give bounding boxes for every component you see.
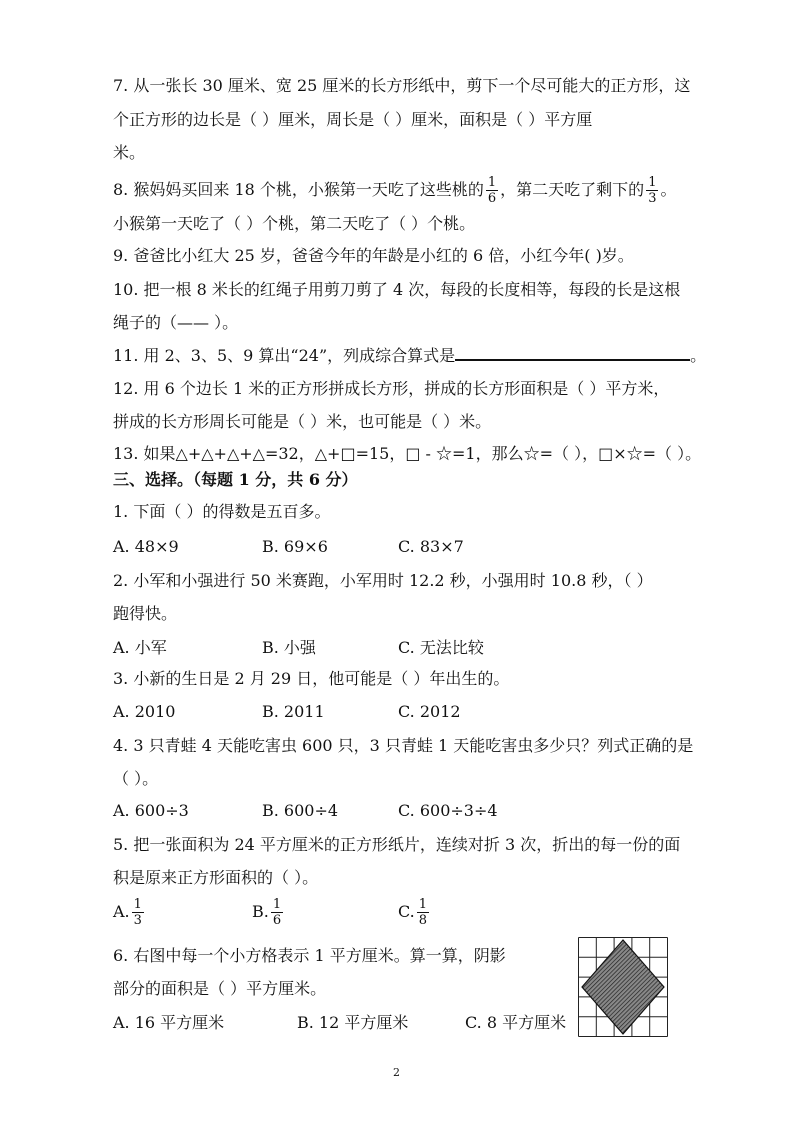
shaded-diamond <box>582 940 664 1034</box>
choice-4-line2: （ ）。 <box>113 769 159 788</box>
q7-line1: 7. 从一张长 30 厘米、宽 25 厘米的长方形纸中，剪下一个尽可能大的正方形，这 <box>113 76 691 95</box>
fraction-numerator: 1 <box>133 897 142 912</box>
q13-line: 13. 如果△+△+△+△=32，△+□=15，□ - ☆=1，那么☆=（ ），□×☆=（ ）。 <box>113 444 702 463</box>
q8-fraction-1 <box>486 176 498 205</box>
choice-3-question: 3. 小新的生日是 2 月 29 日，他可能是（ ）年出生的。 <box>113 669 510 688</box>
q9-line: 9. 爸爸比小红大 25 岁，爸爸今年的年龄是小红的 6 倍，小红今年( )岁。 <box>113 246 634 265</box>
option-b-fraction <box>271 898 283 927</box>
q10-line2: 绳子的（—— ）。 <box>113 313 239 332</box>
choice-4-option-a[interactable]: A. 600÷3 <box>113 801 189 820</box>
choice-4-line1: 4. 3 只青蛙 4 天能吃害虫 600 只，3 只青蛙 1 天能吃害虫多少只？列式正确的是 <box>113 736 694 755</box>
choice-5-option-a[interactable] <box>113 898 146 927</box>
choice-3-option-c[interactable]: C. 2012 <box>398 702 461 721</box>
q8-line1 <box>113 176 676 205</box>
choice-6-option-c[interactable]: C. 8 平方厘米 <box>465 1013 567 1032</box>
fraction-denominator: 3 <box>133 913 142 928</box>
fraction-denominator: 3 <box>648 191 657 206</box>
choice-1-question: 1. 下面（ ）的得数是五百多。 <box>113 502 331 521</box>
q12-line1: 12. 用 6 个边长 1 米的正方形拼成长方形，拼成的长方形面积是（ ）平方米， <box>113 379 670 398</box>
q11-text: 11. 用 2、3、5、9 算出“24”，列成综合算式是 <box>113 346 456 365</box>
fraction-numerator: 1 <box>487 175 497 190</box>
q10-line1: 10. 把一根 8 米长的红绳子用剪刀剪了 4 次，每段的长度相等，每段的长是这根 <box>113 280 681 299</box>
choice-5-line1: 5. 把一张面积为 24 平方厘米的正方形纸片，连续对折 3 次，折出的每一份的面 <box>113 835 681 854</box>
choice-4-option-c[interactable]: C. 600÷3÷4 <box>398 801 498 820</box>
q7-line2: 个正方形的边长是（ ）厘米，周长是（ ）厘米，面积是（ ）平方厘 <box>113 110 593 129</box>
option-letter: A. <box>113 902 130 921</box>
q11-line <box>113 345 706 366</box>
fraction-numerator: 1 <box>272 897 282 912</box>
choice-1-option-b[interactable]: B. 69×6 <box>262 537 328 556</box>
choice-6-line1: 6. 右图中每一个小方格表示 1 平方厘米。算一算，阴影 <box>113 946 506 965</box>
option-letter: B. <box>252 902 269 921</box>
grid-diagram <box>578 937 668 1037</box>
option-a-fraction <box>132 898 144 927</box>
choice-1-option-c[interactable]: C. 83×7 <box>398 537 464 556</box>
fraction-numerator: 1 <box>418 897 428 912</box>
q8-text-b: ，第二天吃了剩下的 <box>500 180 645 199</box>
section-3-heading: 三、选择。（每题 1 分，共 6 分） <box>113 470 358 489</box>
choice-2-option-a[interactable]: A. 小军 <box>113 638 167 657</box>
choice-2-line1: 2. 小军和小强进行 50 米赛跑，小军用时 12.2 秒，小强用时 10.8 秒，（ ） <box>113 571 653 590</box>
choice-2-option-b[interactable]: B. 小强 <box>262 638 316 657</box>
q12-line2: 拼成的长方形周长可能是（ ）米，也可能是（ ）米。 <box>113 412 492 431</box>
fraction-denominator: 8 <box>418 913 428 928</box>
answer-blank[interactable] <box>455 345 690 361</box>
option-c-fraction <box>417 898 429 927</box>
q8-line2: 小猴第一天吃了（ ）个桃，第二天吃了（ ）个桃。 <box>113 214 476 233</box>
choice-3-option-b[interactable]: B. 2011 <box>262 702 325 721</box>
page-number: 2 <box>393 1066 400 1079</box>
choice-5-line2: 积是原来正方形面积的（ ）。 <box>113 868 319 887</box>
option-letter: C. <box>398 902 415 921</box>
q7-line3: 米。 <box>113 143 146 162</box>
q8-text-a: 8. 猴妈妈买回来 18 个桃，小猴第一天吃了这些桃的 <box>113 180 484 199</box>
choice-5-option-c[interactable] <box>398 898 431 927</box>
q8-text-c: 。 <box>660 180 677 199</box>
choice-6-line2: 部分的面积是（ ）平方厘米。 <box>113 979 327 998</box>
choice-6-option-b[interactable]: B. 12 平方厘米 <box>297 1013 409 1032</box>
fraction-denominator: 6 <box>272 913 282 928</box>
fraction-numerator: 1 <box>648 175 657 190</box>
choice-5-option-b[interactable] <box>252 898 285 927</box>
fraction-denominator: 6 <box>487 191 497 206</box>
choice-1-option-a[interactable]: A. 48×9 <box>113 537 179 556</box>
q8-fraction-2 <box>646 176 658 205</box>
choice-2-option-c[interactable]: C. 无法比较 <box>398 638 484 657</box>
choice-3-option-a[interactable]: A. 2010 <box>113 702 176 721</box>
q11-end: 。 <box>690 346 707 365</box>
choice-4-option-b[interactable]: B. 600÷4 <box>262 801 339 820</box>
choice-2-line2: 跑得快。 <box>113 604 178 623</box>
choice-6-option-a[interactable]: A. 16 平方厘米 <box>113 1013 225 1032</box>
